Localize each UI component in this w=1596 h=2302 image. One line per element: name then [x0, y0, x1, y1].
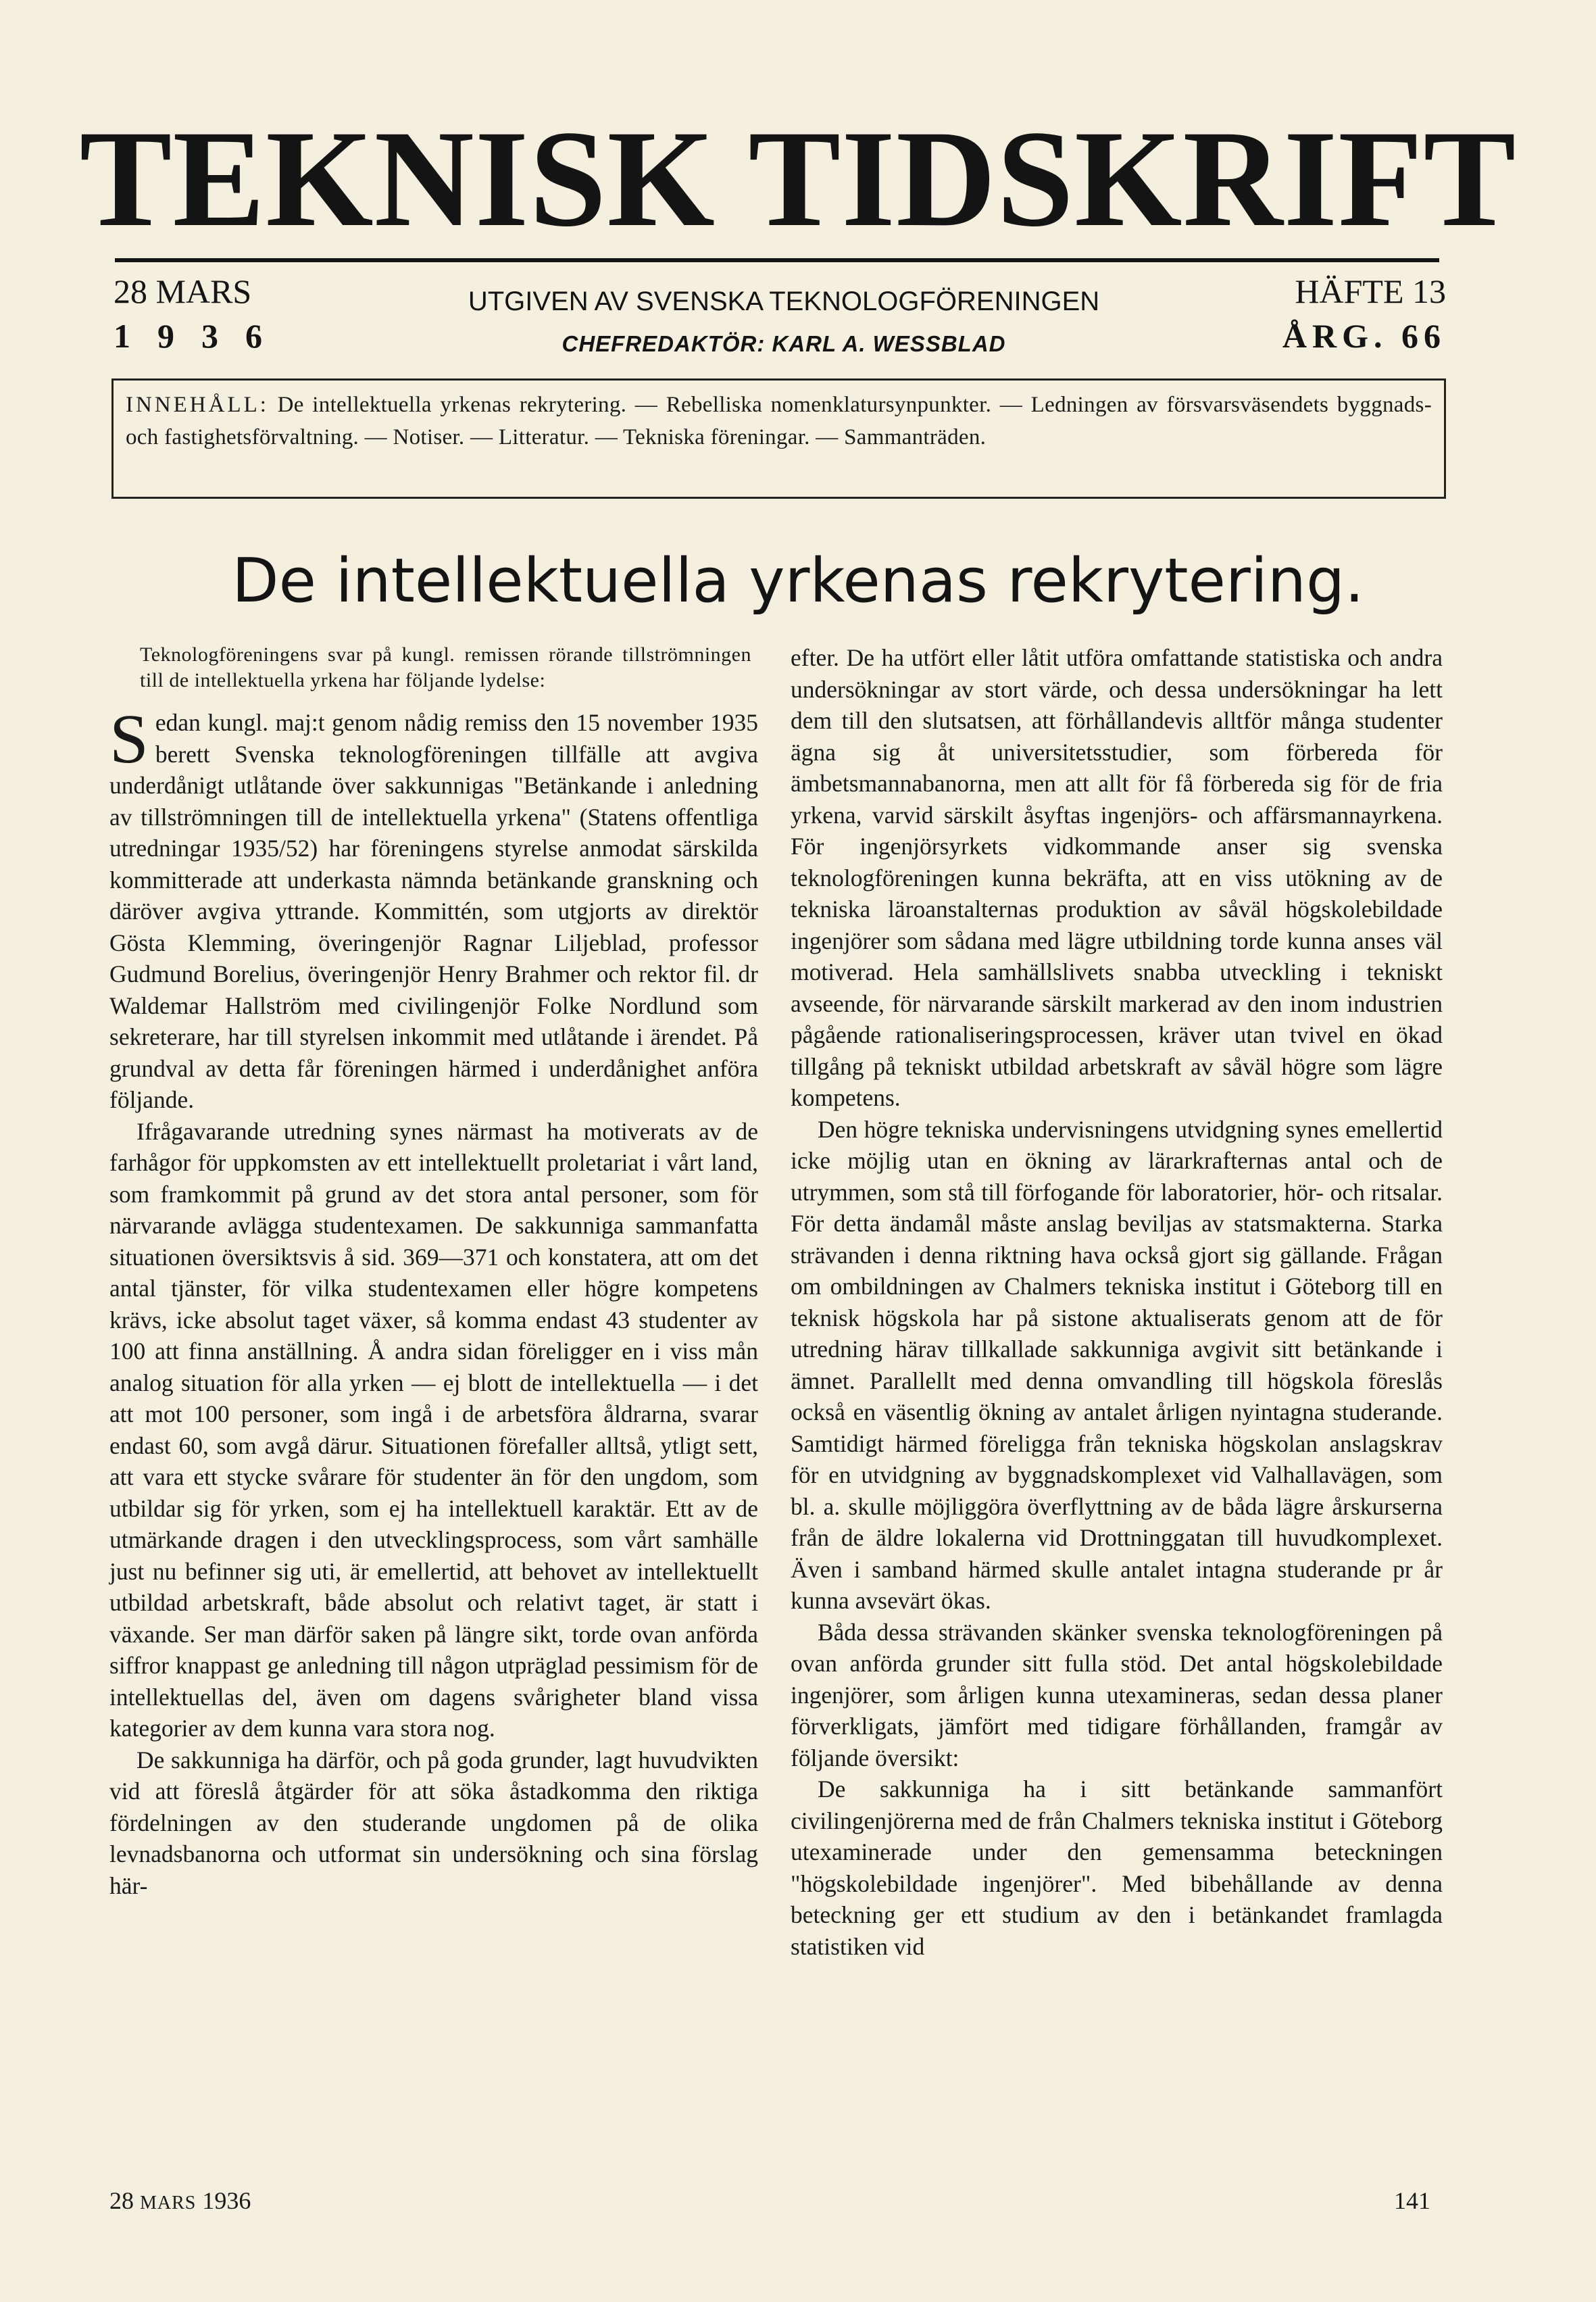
footer-year: 1936	[202, 2187, 251, 2214]
toc-label: INNEHÅLL:	[126, 393, 269, 417]
publisher-label: UTGIVEN AV SVENSKA TEKNOLOGFÖRENINGEN	[468, 287, 1100, 316]
article-paragraph	[109, 700, 758, 1116]
masthead-rule	[115, 258, 1439, 262]
masthead-title: TEKNISK TIDSKRIFT	[79, 102, 1517, 255]
article-column-right	[791, 642, 1443, 1962]
issue-label: HÄFTE 13	[1295, 272, 1446, 310]
publisher-block	[419, 283, 1149, 368]
article-column-left	[109, 642, 758, 1901]
date-label: 28 MARS	[114, 272, 252, 310]
article-paragraph: Den högre tekniska undervisningens utvidgning synes emellertid icke möjlig utan en ökning av lärarkrafternas antal och de utrymmen, som stå till förfogande för laboratorier, hör- och ritsalar. För detta ändamål måste anslag beviljas av statsmakterna. Starka strävanden i denna riktning hava också gjort sig gällande. Frågan om ombildningen av Chalmers tekniska institut i Göteborg till en teknisk högskola har på sistone aktualiserats genom att de för utredning härav tillkallade sakkunniga avgivit sitt betänkande i ämnet. Parallellt med denna omvandling till högskola föreslås också en väsentlig ökning av antalet årligen nyintagna studerande. Samtidigt härmed föreligga från tekniska högskolan anslagskrav för en utvidgning av byggnadskomplexet vid Valhallavägen, som bl. a. skulle möjliggöra överflyttning av de båda lägre årskurserna från de äldre lokalerna vid Drottninggatan till huvudkomplexet. Även i samband härmed skulle antalet intagna studerande pr år kunna avsevärt ökas.	[791, 1115, 1443, 1614]
article-paragraph: De sakkunniga ha i sitt betänkande sammanfört civilingenjörerna med de från Chalmers tekniska institut i Göteborg utexaminerade under den gemensamma beteckningen "högskolebildade ingenjörer". Med bibehållande av denna beteckning ger ett studium av den i betänkandet framlagda statistiken vid	[791, 1776, 1443, 1960]
page-number: 141	[1394, 2187, 1430, 2214]
issue-number	[1282, 269, 1446, 358]
article-headline: De intellektuella yrkenas rekrytering.	[232, 545, 1364, 616]
paragraph-text: edan kungl. maj:t genom nådig remiss den 15 november 1935 berett Svenska teknologföreningen tillfälle att avgiva underdånigt utlåtande över sakkunnigas "Betänkande i anledning av tillströmningen till de intellektuella yrkena" (Statens offentliga utredningar 1935/52) har föreningens styrelse anmodat särskilda kommitterade att underkasta nämnda betänkande granskning och däröver avgiva yttrande. Kommittén, som utgjorts av direktör Gösta Klemming, överingenjör Ragnar Liljeblad, professor Gudmund Borelius, överingenjör Henry Brahmer och rektor fil. dr Waldemar Hallström med civilingenjör Folke Nordlund som sekreterare, har till styrelsen inkommit med utlåtande i ärendet. På grundval av detta får föreningen härmed i underdånighet anföra följande.	[109, 709, 758, 1113]
volume-label: ÅRG. 66	[1282, 317, 1446, 355]
article-paragraph: efter. De ha utfört eller låtit utföra omfattande statistiska och andra undersökningar av stort värde, och dessa undersökningar ha lett dem till den slutsatsen, att förhållandevis alltför många studenter ägna sig åt universitetsstudier, som förbereda för ämbetsmannabanorna, men att allt för få förbereda sig för de fria yrkena, varvid särskilt åsyftas ingenjörs- och affärsmannayrkena. För ingenjörsyrkets vidkommande anser sig svenska teknologföreningen kunna bekräfta, att en viss utökning av de tekniska läroanstalternas produktion av såväl högskolebildade ingenjörer som sådana med lägre utbildning torde kunna anses väl motiverad. Hela samhällslivets snabba utveckling i tekniskt avseende, för närvarande särskilt markerad av den inom industrien pågående rationaliseringsprocessen, kräver utan tvivel en ökad tillgång på tekniskt utbildad arbetskraft av såväl högre som lägre kompetens.	[791, 644, 1443, 1111]
year-label: 1936	[114, 317, 289, 355]
footer-date	[109, 2184, 251, 2220]
toc-text: De intellektuella yrkenas rekrytering. — Rebelliska nomenklatursynpunkter. — Ledningen av försvarsväsendets byggnads- och fastighetsförvaltning. — Notiser. — Litteratur. — Tekniska föreningar. — Sammanträden.	[126, 393, 1432, 449]
article-paragraph: Ifrågavarande utredning synes närmast ha motiverats av de farhågor för uppkomsten av ett intellektuellt proletariat i vårt land, som framkommit på grund av det stora antal personer, som för närvarande avlägga studentexamen. De sakkunniga sammanfatta situationen översiktsvis å sid. 369—371 och konstatera, att om det antal tjänster, för vilka studentexamen eller högre kompetens krävs, icke absolut taget växer, så komma endast 43 studenter av 100 att finna anställning. Å andra sidan föreligger en i viss mån analog situation för alla yrken — ej blott de intellektuella — i det att mot 100 personer, som ingå i de arbetsföra åldrarna, svarar endast 60, som avgå därur. Situationen förefaller alltså, ytligt sett, att vara ett stycke svårare för studenter än för den ungdom, som utbildar sig för yrken, som ej ha intellektuell karaktär. Ett av de utmärkande dragen i den utvecklingsprocess, som vårt samhälle just nu befinner sig uti, är emellertid, att behovet av intellektuellt utbildad arbetskraft, både absolut och relativt taget, är statt i växande. Ser man därför saken på längre sikt, torde ovan anförda siffror knappast ge anledning till någon utpräglad pessimism för de intellektuellas del, även om dagens svårigheter bland vissa kategorier av dem kunna vara stora nog.	[109, 1117, 758, 1742]
footer-month: MARS	[140, 2193, 197, 2213]
article-paragraph: De sakkunniga ha därför, och på goda grunder, lagt huvudvikten vid att föreslå åtgärder för att söka åstadkomma den riktiga fördelningen av den studerande ungdomen på de olika levnadsbanorna och utformat sin undersökning och sina förslag här-	[109, 1746, 758, 1899]
footer-day: 28	[109, 2187, 134, 2214]
editor-label: CHEFREDAKTÖR: KARL A. WESSBLAD	[562, 331, 1006, 356]
drop-cap: S	[109, 700, 149, 778]
article-paragraph: Båda dessa strävanden skänker svenska teknologföreningen på ovan anförda grunder sitt fulla stöd. Det antal högskolebildade ingenjörer, som årligen kunna utexamineras, sedan dessa planer förverkligats, jämfört med tidigare förhållanden, framgår av följande översikt:	[791, 1618, 1443, 1771]
issue-date	[114, 269, 289, 358]
table-of-contents	[111, 378, 1446, 499]
article-intro: Teknologföreningens svar på kungl. remissen rörande tillströmningen till de intellektuella yrkena har följande lydelse:	[140, 643, 751, 691]
